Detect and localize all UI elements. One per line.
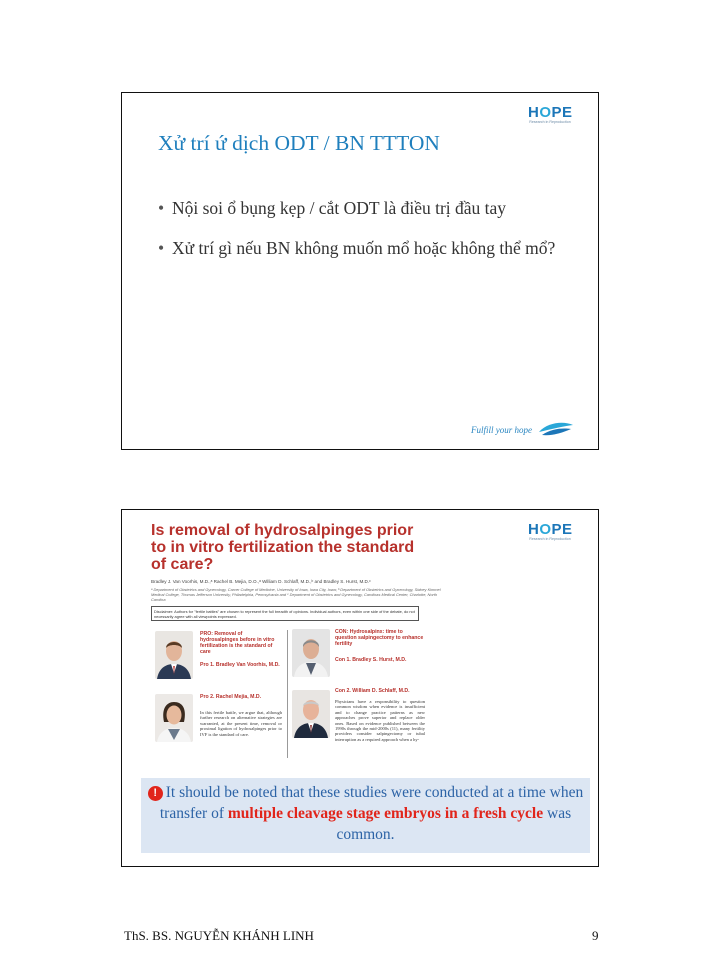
slide-2 <box>121 509 599 867</box>
logo-letters: PE <box>551 521 573 538</box>
author-photo <box>155 631 193 679</box>
paper-authors: Bradley J. Van Voorhis, M.D.,ᵃ Rachel B. Mejia, D.O.,ᵃ William D. Schlaff, M.D.,ᵇ and Bradley S. Hurst, M.D.ᶜ <box>151 579 371 584</box>
con1-author: Con 1. Bradley S. Hurst, M.D. <box>335 657 407 663</box>
pro2-section <box>200 694 282 737</box>
callout-text-part: was common. <box>336 805 572 843</box>
bullet-text: Xử trí gì nếu BN không muốn mổ hoặc không thể mổ? <box>172 238 556 258</box>
callout-box <box>141 778 590 853</box>
paper-title: Is removal of hydrosalpinges prior to in vitro fertilization the standard of care? <box>151 522 415 573</box>
logo-letter: H <box>528 521 540 538</box>
bullet-item <box>158 193 558 224</box>
pro2-text: In this fertile battle, we argue that, although further research on alternative strategies are warranted, at the present time, removal or proximal ligation of hydrosalpinges prior to IVF is the standard of care. <box>200 710 282 737</box>
leaf-logo-icon <box>538 420 574 438</box>
logo-subtitle: Research in Reproduction <box>529 120 571 124</box>
bullet-icon: • <box>158 198 165 218</box>
footer-author: ThS. BS. NGUYỄN KHÁNH LINH <box>124 928 314 943</box>
con-section <box>335 629 425 663</box>
logo-letter: H <box>528 104 540 121</box>
paper-affiliations: ᵃ Department of Obstetrics and Gynecology, Carver College of Medicine, University of Iowa, Iowa City, Iowa; ᵇ Department of Obstetrics and Gynecology, Sidney Kimmel Medical College, Thomas Jefferson University, Philadelphia, Pennsylvania and ᶜ Department of Obstetrics and Gynecology, Carolinas Medical Center, Charlotte, North Carolina <box>151 587 441 602</box>
bullet-icon: • <box>158 238 165 258</box>
alert-icon: ! <box>148 786 163 801</box>
callout-text-part: It should be noted that these studies were conducted at a time when transfer of <box>159 784 584 822</box>
paper-excerpt <box>151 522 451 621</box>
slide-1 <box>121 92 599 450</box>
pro1-author: Pro 1. Bradley Van Voorhis, M.D. <box>200 662 280 668</box>
bullet-list <box>158 193 558 273</box>
pro2-author: Pro 2. Rachel Mejia, M.D. <box>200 694 262 700</box>
logo-letter-o: O <box>539 104 552 121</box>
hope-logo <box>528 522 572 542</box>
pro-title: PRO: Removal of hydrosalpinges before in vitro fertilization is the standard of care <box>200 631 275 655</box>
logo-letters: PE <box>551 104 573 121</box>
paper-disclaimer: Disclaimer: Authors for "fertile battles" are chosen to represent the full breadth of opinions. Individual authors, even within one side of the debate, do not necessarily agree with all viewpoints expressed. <box>151 606 419 621</box>
slide-title: Xử trí ứ dịch ODT / BN TTTON <box>158 131 440 155</box>
callout-text <box>141 778 590 845</box>
con2-section <box>335 688 425 742</box>
column-divider <box>287 630 288 758</box>
logo-letter-o: O <box>539 521 552 538</box>
logo-subtitle: Research in Reproduction <box>529 537 571 541</box>
con2-author: Con 2. William D. Schlaff, M.D. <box>335 688 410 694</box>
tagline: Fulfill your hope <box>471 425 532 435</box>
bullet-item <box>158 233 558 264</box>
author-photo <box>292 629 330 677</box>
page-number: 9 <box>592 928 599 943</box>
bullet-text: Nội soi ổ bụng kẹp / cắt ODT là điều trị đầu tay <box>172 198 507 218</box>
callout-highlight: multiple cleavage stage embryos in a fresh cycle <box>227 805 544 822</box>
con-title: CON: Hydrosalpinx: time to question salpingectomy to enhance fertility <box>335 629 424 647</box>
author-photo <box>292 690 330 738</box>
author-photo <box>155 694 193 742</box>
hope-logo <box>528 105 572 125</box>
con2-text: Physicians have a responsibility to question common wisdom when evidence is insufficient and to change practice patterns as new approaches prove superior and replace older ones. Based on evidence published between the 1990s through the mid-2000s (11), many fertility providers consider salpingectomy or tubal interruption as a required approach when a hy- <box>335 699 425 742</box>
pro-section <box>200 631 282 668</box>
